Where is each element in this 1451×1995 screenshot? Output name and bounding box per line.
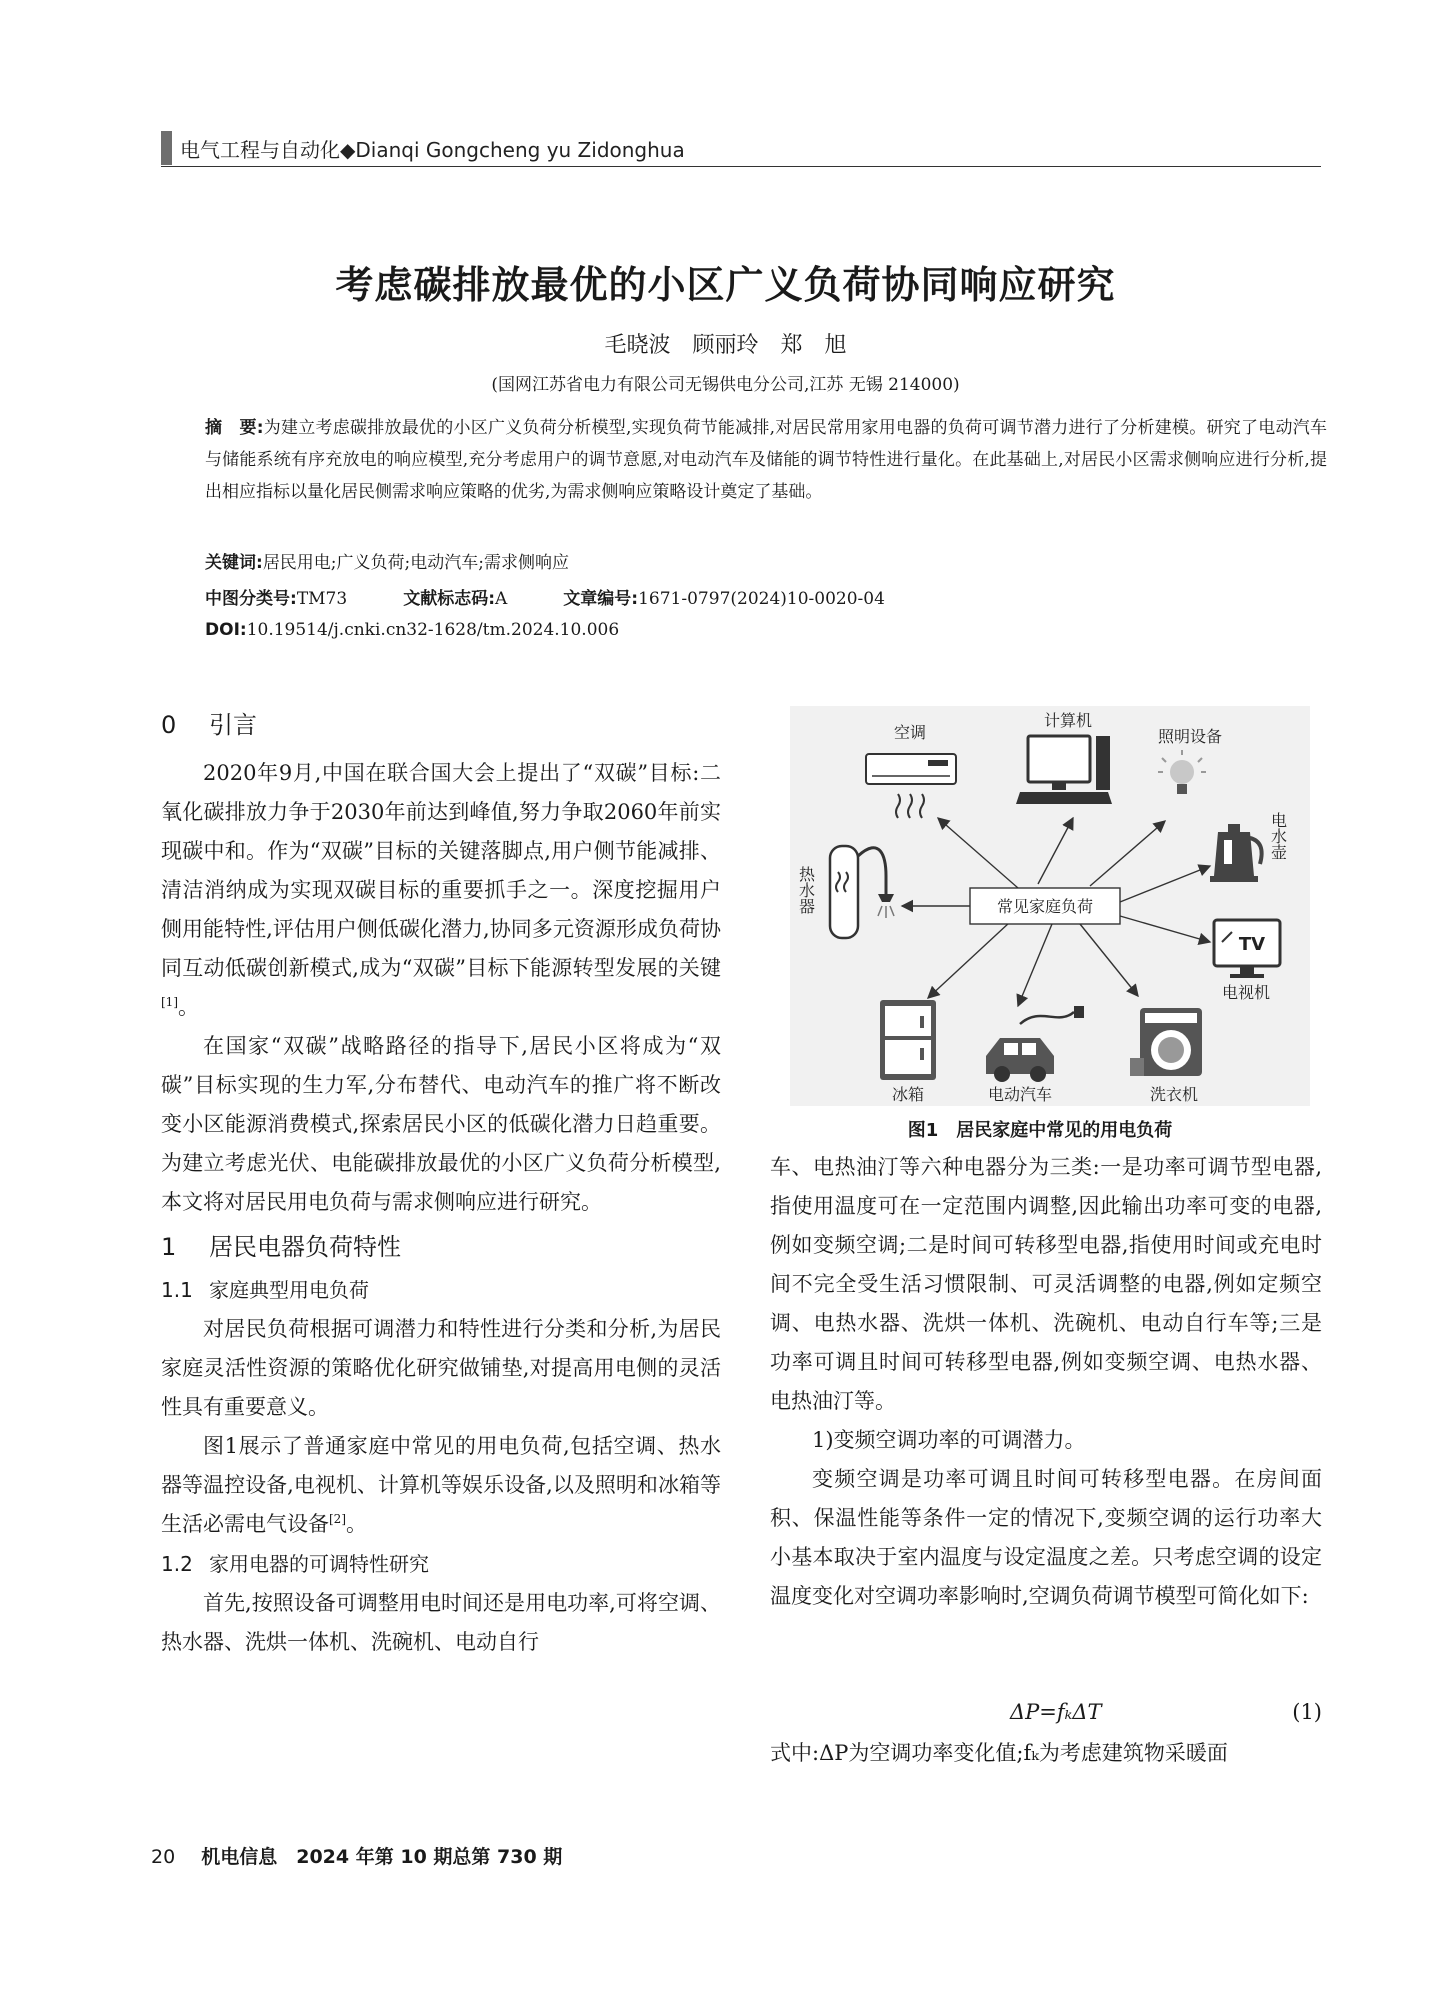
label-fridge: 冰箱	[891, 1085, 925, 1104]
paragraph-1-2-b: 车、电热油汀等六种电器分为三类:一是功率可调节型电器,指使用温度可在一定范围内调整,因此输出功率可变的电器,例如变频空调;二是时间可转移型电器,指使用时间或充电时间不完全受生活习惯限制、可灵活调整的电器,例如定频空调、电热水器、洗烘一体机、洗碗机、电动自行车等;三是功率可调且时间可转移型电器,例如变频空调、电热水器、电热油汀等。	[770, 1155, 1322, 1413]
label-heater	[797, 866, 816, 914]
label-computer: 计算机	[1043, 711, 1093, 730]
keywords: 居民用电;广义负荷;电动汽车;需求侧响应	[262, 553, 569, 573]
left-column	[161, 700, 721, 1662]
household-loads-diagram	[790, 706, 1310, 1106]
label-lighting: 照明设备	[1157, 727, 1223, 746]
paragraph-where: 式中:ΔP为空调功率变化值;fₖ为考虑建筑物采暖面	[770, 1741, 1228, 1765]
clc-value: TM73	[296, 589, 348, 609]
paragraph-item-1: 1)变频空调功率的可调潜力。	[812, 1428, 1086, 1452]
abstract	[205, 412, 1327, 508]
label-washer: 洗衣机	[1149, 1085, 1199, 1104]
running-header	[161, 132, 685, 164]
article-no-label: 文章编号:	[563, 589, 639, 609]
computer-icon	[1016, 736, 1112, 804]
equation-1-number: (1)	[1292, 1700, 1322, 1724]
affiliation: (国网江苏省电力有限公司无锡供电分公司,江苏 无锡 214000)	[491, 375, 960, 395]
right-column-tail	[770, 1734, 1322, 1773]
running-title: 电气工程与自动化◆Dianqi Gongcheng yu Zidonghua	[180, 137, 685, 162]
doc-code-value: A	[495, 589, 508, 609]
equation-1-body: ΔP=fₖΔT	[1010, 1700, 1102, 1724]
keywords-line	[205, 548, 569, 573]
kettle-icon	[1210, 824, 1262, 882]
tv-icon	[1214, 920, 1280, 978]
fridge-icon	[880, 1000, 936, 1080]
electric-car-icon	[986, 1006, 1084, 1082]
doc-code-label: 文献标志码:	[403, 589, 496, 609]
doi-line	[205, 620, 619, 640]
keywords-label: 关键词:	[205, 553, 263, 573]
air-conditioner-icon	[866, 754, 956, 818]
citation-1[interactable]: [1]	[161, 995, 178, 1009]
right-column	[770, 1148, 1322, 1616]
water-heater-icon	[830, 846, 894, 938]
paragraph-1-2-a: 首先,按照设备可调整用电时间还是用电功率,可将空调、热水器、洗烘一体机、洗碗机、电动自行	[161, 1591, 721, 1654]
abstract-text: 为建立考虑碳排放最优的小区广义负荷分析模型,实现负荷节能减排,对居民常用家用电器的负荷可调节潜力进行了分析建模。研究了电动汽车与储能系统有序充放电的响应模型,充分考虑用户的调节意愿,对电动汽车及储能的调节特性进行量化。在此基础上,对居民小区需求侧响应进行分析,提出相应指标以量化居民侧需求响应策略的优劣,为需求侧响应策略设计奠定了基础。	[205, 418, 1327, 502]
citation-2[interactable]: [2]	[329, 1512, 346, 1526]
abstract-label: 摘 要:	[205, 418, 264, 438]
header-bar	[161, 131, 172, 165]
section-0-heading: 0 引言	[161, 711, 257, 739]
label-heater-text: 热水器	[796, 866, 816, 914]
journal-info: 机电信息 2024 年第 10 期总第 730 期	[201, 1846, 563, 1868]
paragraph-intro-1: 2020年9月,中国在联合国大会上提出了“双碳”目标:二氧化碳排放力争于2030年前达到峰值,努力争取2060年前实现碳中和。作为“双碳”目标的关键落脚点,用户侧节能减排、清洁消纳成为实现双碳目标的重要抓手之一。深度挖掘用户侧用能特性,评估用户侧低碳化潜力,协同多元资源形成负荷协同互动低碳创新模式,成为“双碳”目标下能源转型发展的关键[1]。	[161, 761, 721, 1019]
tv-screen-text: TV	[1238, 934, 1266, 955]
article-title: 考虑碳排放最优的小区广义负荷协同响应研究	[335, 263, 1116, 307]
classification-line	[205, 584, 885, 609]
figure-1	[790, 706, 1310, 1106]
section-1-1-heading: 1.1 家庭典型用电负荷	[161, 1278, 369, 1302]
paragraph-intro-2: 在国家“双碳”战略路径的指导下,居民小区将成为“双碳”目标实现的生力军,分布替代、电动汽车的推广将不断改变小区能源消费模式,探索居民小区的低碳化潜力日趋重要。为建立考虑光伏、电能碳排放最优的小区广义负荷分析模型,本文将对居民用电负荷与需求侧响应进行研究。	[161, 1034, 721, 1214]
doi-label: DOI:	[205, 620, 247, 640]
article-no-value: 1671-0797(2024)10-0020-04	[638, 589, 885, 609]
clc-label: 中图分类号:	[205, 589, 297, 609]
center-label: 常见家庭负荷	[996, 897, 1094, 916]
header-rule	[161, 166, 1321, 167]
label-ac: 空调	[893, 723, 927, 742]
section-1-heading: 1 居民电器负荷特性	[161, 1233, 401, 1261]
section-1-2-heading: 1.2 家用电器的可调特性研究	[161, 1552, 429, 1576]
label-ev: 电动汽车	[987, 1085, 1053, 1104]
label-kettle: 电水壶	[1268, 812, 1288, 860]
figure-1-caption: 图1 居民家庭中常见的用电负荷	[907, 1120, 1173, 1141]
doi-value: 10.19514/j.cnki.cn32-1628/tm.2024.10.006	[246, 620, 620, 640]
light-bulb-icon	[1158, 750, 1206, 794]
washing-machine-icon	[1130, 1008, 1202, 1076]
authors: 毛晓波 顾丽玲 郑 旭	[604, 333, 847, 358]
label-tv: 电视机	[1221, 983, 1271, 1002]
paragraph-1-1-a: 对居民负荷根据可调潜力和特性进行分类和分析,为居民家庭灵活性资源的策略优化研究做铺垫,对提高用电侧的灵活性具有重要意义。	[161, 1317, 721, 1419]
paragraph-1-1-b: 图1展示了普通家庭中常见的用电负荷,包括空调、热水器等温控设备,电视机、计算机等娱乐设备,以及照明和冰箱等生活必需电气设备[2]。	[161, 1434, 721, 1536]
page-footer	[151, 1842, 562, 1869]
paragraph-1-2-c: 变频空调是功率可调且时间可转移型电器。在房间面积、保温性能等条件一定的情况下,变频空调的运行功率大小基本取决于室内温度与设定温度之差。只考虑空调的设定温度变化对空调功率影响时,空调负荷调节模型可简化如下:	[770, 1467, 1322, 1608]
page-number: 20	[151, 1846, 176, 1868]
